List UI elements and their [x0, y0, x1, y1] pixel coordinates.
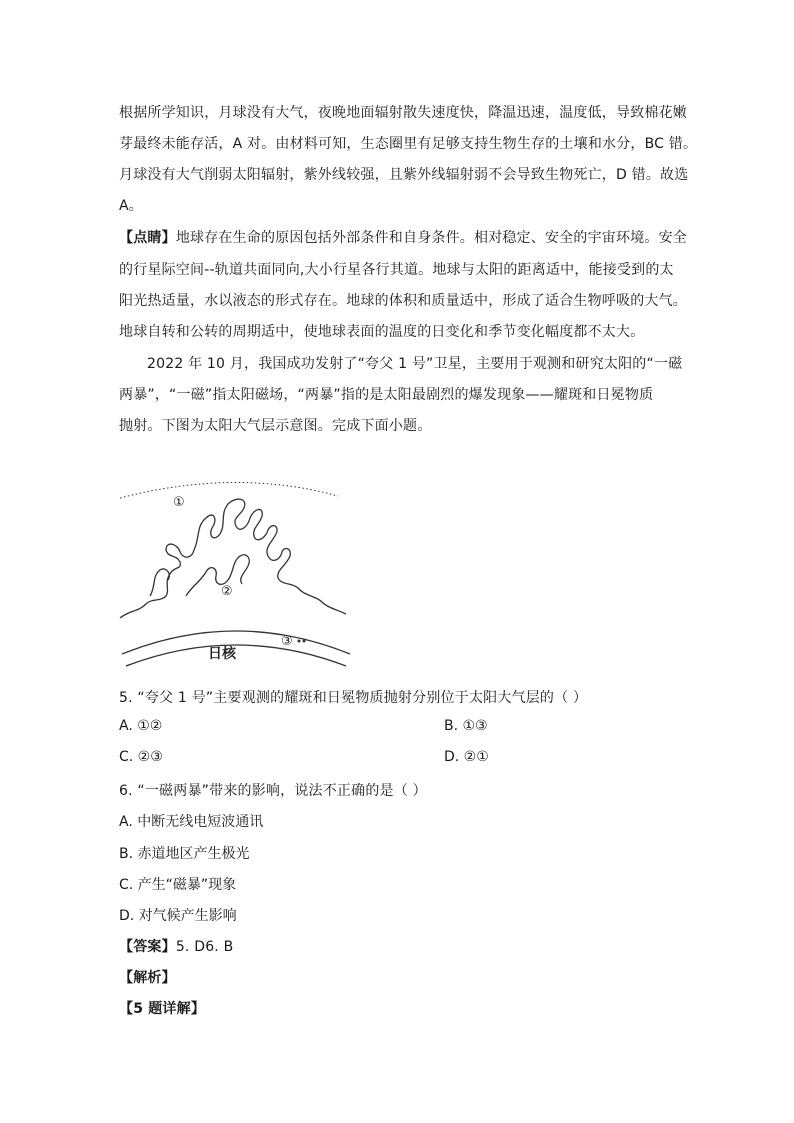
detail-heading: 【5 题详解】 [119, 1001, 206, 1017]
dot [303, 640, 306, 643]
analysis-line: 月球没有大气削弱太阳辐射，紫外线较强，且紫外线辐射弱不会导致生物死亡，D 错。故选 [119, 167, 689, 183]
core-label: 日核 [208, 646, 236, 662]
prominence-left [150, 569, 169, 596]
comment-text: 地球存在生命的原因包括外部条件和自身条件。相对稳定、安全的宇宙环境。安全 [175, 230, 688, 246]
label-3: ③ [281, 634, 293, 649]
passage-line: 两暴”，“一磁”指太阳磁场，“两暴”指的是太阳最剧烈的爆发现象——耀斑和日冕物质 [119, 387, 654, 403]
sun-atmosphere-diagram [116, 478, 356, 668]
answer-line [119, 936, 233, 956]
dot [298, 640, 301, 643]
q6-option-a[interactable]: A. 中断无线电短波通讯 [119, 814, 264, 830]
q5-option-d[interactable]: D. ②① [444, 749, 489, 765]
label-2: ② [221, 584, 233, 599]
surface-arc-1 [122, 631, 350, 654]
q6-stem: 6. “一磁两暴”带来的影响，说法不正确的是（ ） [119, 783, 427, 799]
q5-option-b[interactable]: B. ①③ [444, 718, 488, 734]
q6-option-c[interactable]: C. 产生“磁暴”现象 [119, 877, 237, 893]
surface-arc-2 [126, 645, 346, 666]
passage-line: 2022 年 10 月，我国成功发射了“夸父 1 号”卫星，主要用于观测和研究太阳的“一磁 [147, 356, 683, 372]
q6-option-b[interactable]: B. 赤道地区产生极光 [119, 846, 250, 862]
comment-tag: 【点睛】 [119, 230, 176, 246]
answer-text: 5. D6. B [175, 939, 234, 955]
analysis-line: 根据所学知识，月球没有大气，夜晚地面辐射散失速度快，降温迅速，温度低，导致棉花嫩 [119, 105, 687, 121]
label-1: ① [173, 495, 185, 510]
q5-option-c[interactable]: C. ②③ [119, 749, 163, 765]
outer-boundary-dotted [120, 482, 338, 498]
analysis-line: A。 [119, 198, 143, 214]
q5-option-a[interactable]: A. ①② [119, 718, 163, 734]
q5-stem: 5. “夸父 1 号”主要观测的耀斑和日冕物质抛射分别位于太阳大气层的（ ） [119, 690, 588, 706]
answer-tag: 【答案】 [119, 939, 176, 955]
comment-line: 阳光热适量，水以液态的形式存在。地球的体积和质量适中，形成了适合生物呼吸的大气。 [119, 293, 687, 309]
prominence-outline [120, 499, 346, 618]
analysis-heading: 【解析】 [119, 970, 176, 986]
passage-line: 抛射。下图为太阳大气层示意图。完成下面小题。 [119, 418, 432, 434]
comment-line: 地球自转和公转的周期适中，使地球表面的温度的日变化和季节变化幅度都不太大。 [119, 324, 645, 340]
q6-option-d[interactable]: D. 对气候产生影响 [119, 908, 237, 924]
comment-line: 的行星际空间--轨道共面同向,大小行星各行其道。地球与太阳的距离适中，能接受到的太 [119, 262, 674, 278]
prominence-inner [186, 555, 249, 596]
comment-line-1 [119, 227, 687, 247]
analysis-line: 芽最终未能存活，A 对。由材料可知，生态圈里有足够支持生物生存的土壤和水分，BC 错。 [119, 136, 698, 152]
